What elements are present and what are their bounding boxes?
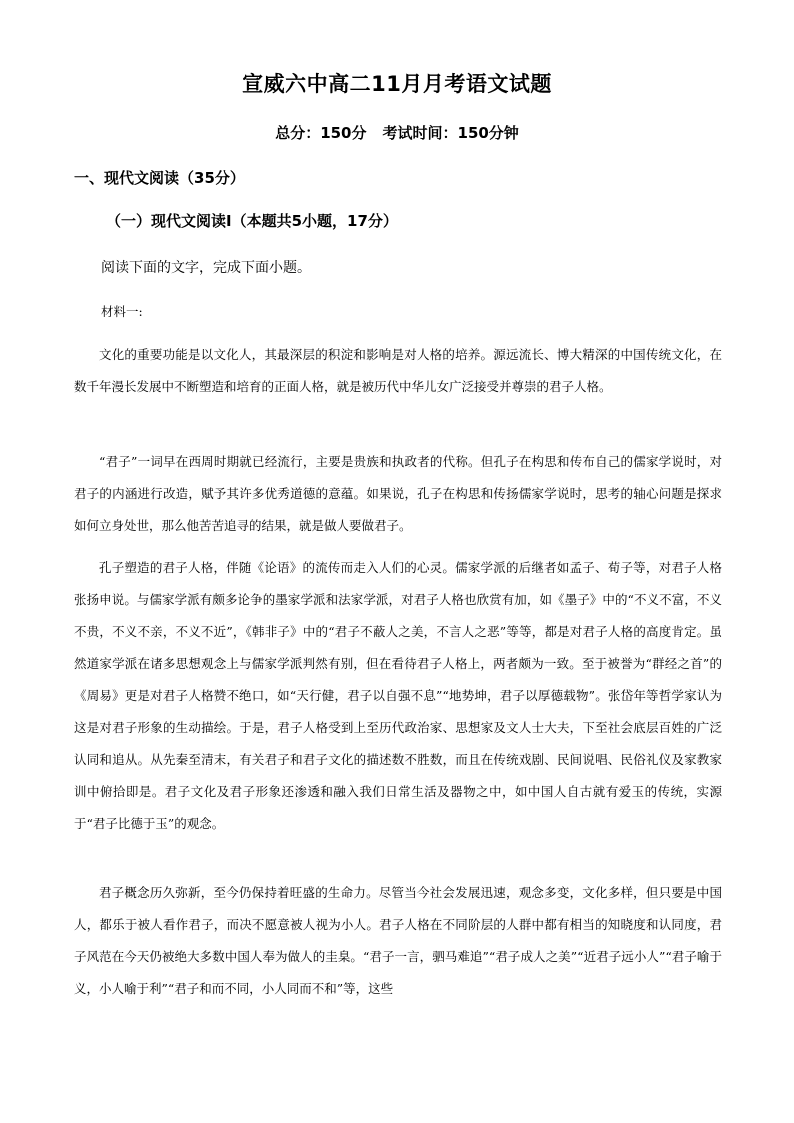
material-label: 材料一: <box>101 304 143 319</box>
body-paragraph: “君子”一词早在西周时期就已经流行，主要是贵族和执政者的代称。但孔子在构思和传布自己的儒家学说时，对君子的内涵进行改造，赋予其许多优秀道德的意蕴。如果说，孔子在构思和传扬儒家学说时，思考的轴心问题是探求如何立身处世，那么他苦苦追寻的结果，就是做人要做君子。 <box>74 454 722 533</box>
total-score: 总分：150分 <box>275 124 367 142</box>
reading-instruction: 阅读下面的文字，完成下面小题。 <box>101 260 311 276</box>
exam-title: 宣威六中高二11月月考语文试题 <box>242 72 552 96</box>
exam-duration: 考试时间：150分钟 <box>382 124 519 142</box>
body-paragraph: 孔子塑造的君子人格，伴随《论语》的流传而走入人们的心灵。儒家学派的后继者如孟子、荀子等，对君子人格张扬申说。与儒家学派有颇多论争的墨家学派和法家学派，对君子人格也欣赏有加，如《墨子》中的“不义不富，不义不贵，不义不亲，不义不近”，《韩非子》中的“君子不蔽人之美，不言人之恶”等等，都是对君子人格的高度肯定。虽然道家学派在诸多思想观念上与儒家学派判然有别，但在看待君子人格上，两者颇为一致。至于被誉为“群经之首”的《周易》更是对君子人格赞不绝口，如“天行健，君子以自强不息”“地势坤，君子以厚德载物”。张岱年等哲学家认为这是对君子形象的生动描绘。于是，君子人格受到上至历代政治家、思想家及文人士大夫，下至社会底层百姓的广泛认同和追从。从先秦至清末，有关君子和君子文化的描述数不胜数，而且在传统戏剧、民间说唱、民俗礼仪及家教家训中俯拾即是。君子文化及君子形象还渗透和融入我们日常生活及器物之中，如中国人自古就有爱玉的传统，实源于“君子比德于玉”的观念。 <box>74 560 722 831</box>
section-heading: 一、现代文阅读（35分） <box>74 169 245 187</box>
body-paragraph: 君子概念历久弥新，至今仍保持着旺盛的生命力。尽管当今社会发展迅速，观念多变，文化多样，但只要是中国人，都乐于被人看作君子，而决不愿意被人视为小人。君子人格在不同阶层的人群中都有相当的知晓度和认同度，君子风范在今天仍被绝大多数中国人奉为做人的圭臬。“君子一言，驷马难追”“君子成人之美”“近君子远小人”“君子喻于义，小人喻于利”“君子和而不同，小人同而不和”等，这些 <box>74 885 722 996</box>
body-paragraph: 文化的重要功能是以文化人，其最深层的积淀和影响是对人格的培养。源远流长、博大精深的中国传统文化，在数千年漫长发展中不断塑造和培育的正面人格，就是被历代中华儿女广泛接受并尊崇的君子人格。 <box>74 347 722 394</box>
subsection-heading: （一）现代文阅读Ⅰ（本题共5小题，17分） <box>106 212 398 230</box>
exam-subtitle <box>0 122 794 143</box>
